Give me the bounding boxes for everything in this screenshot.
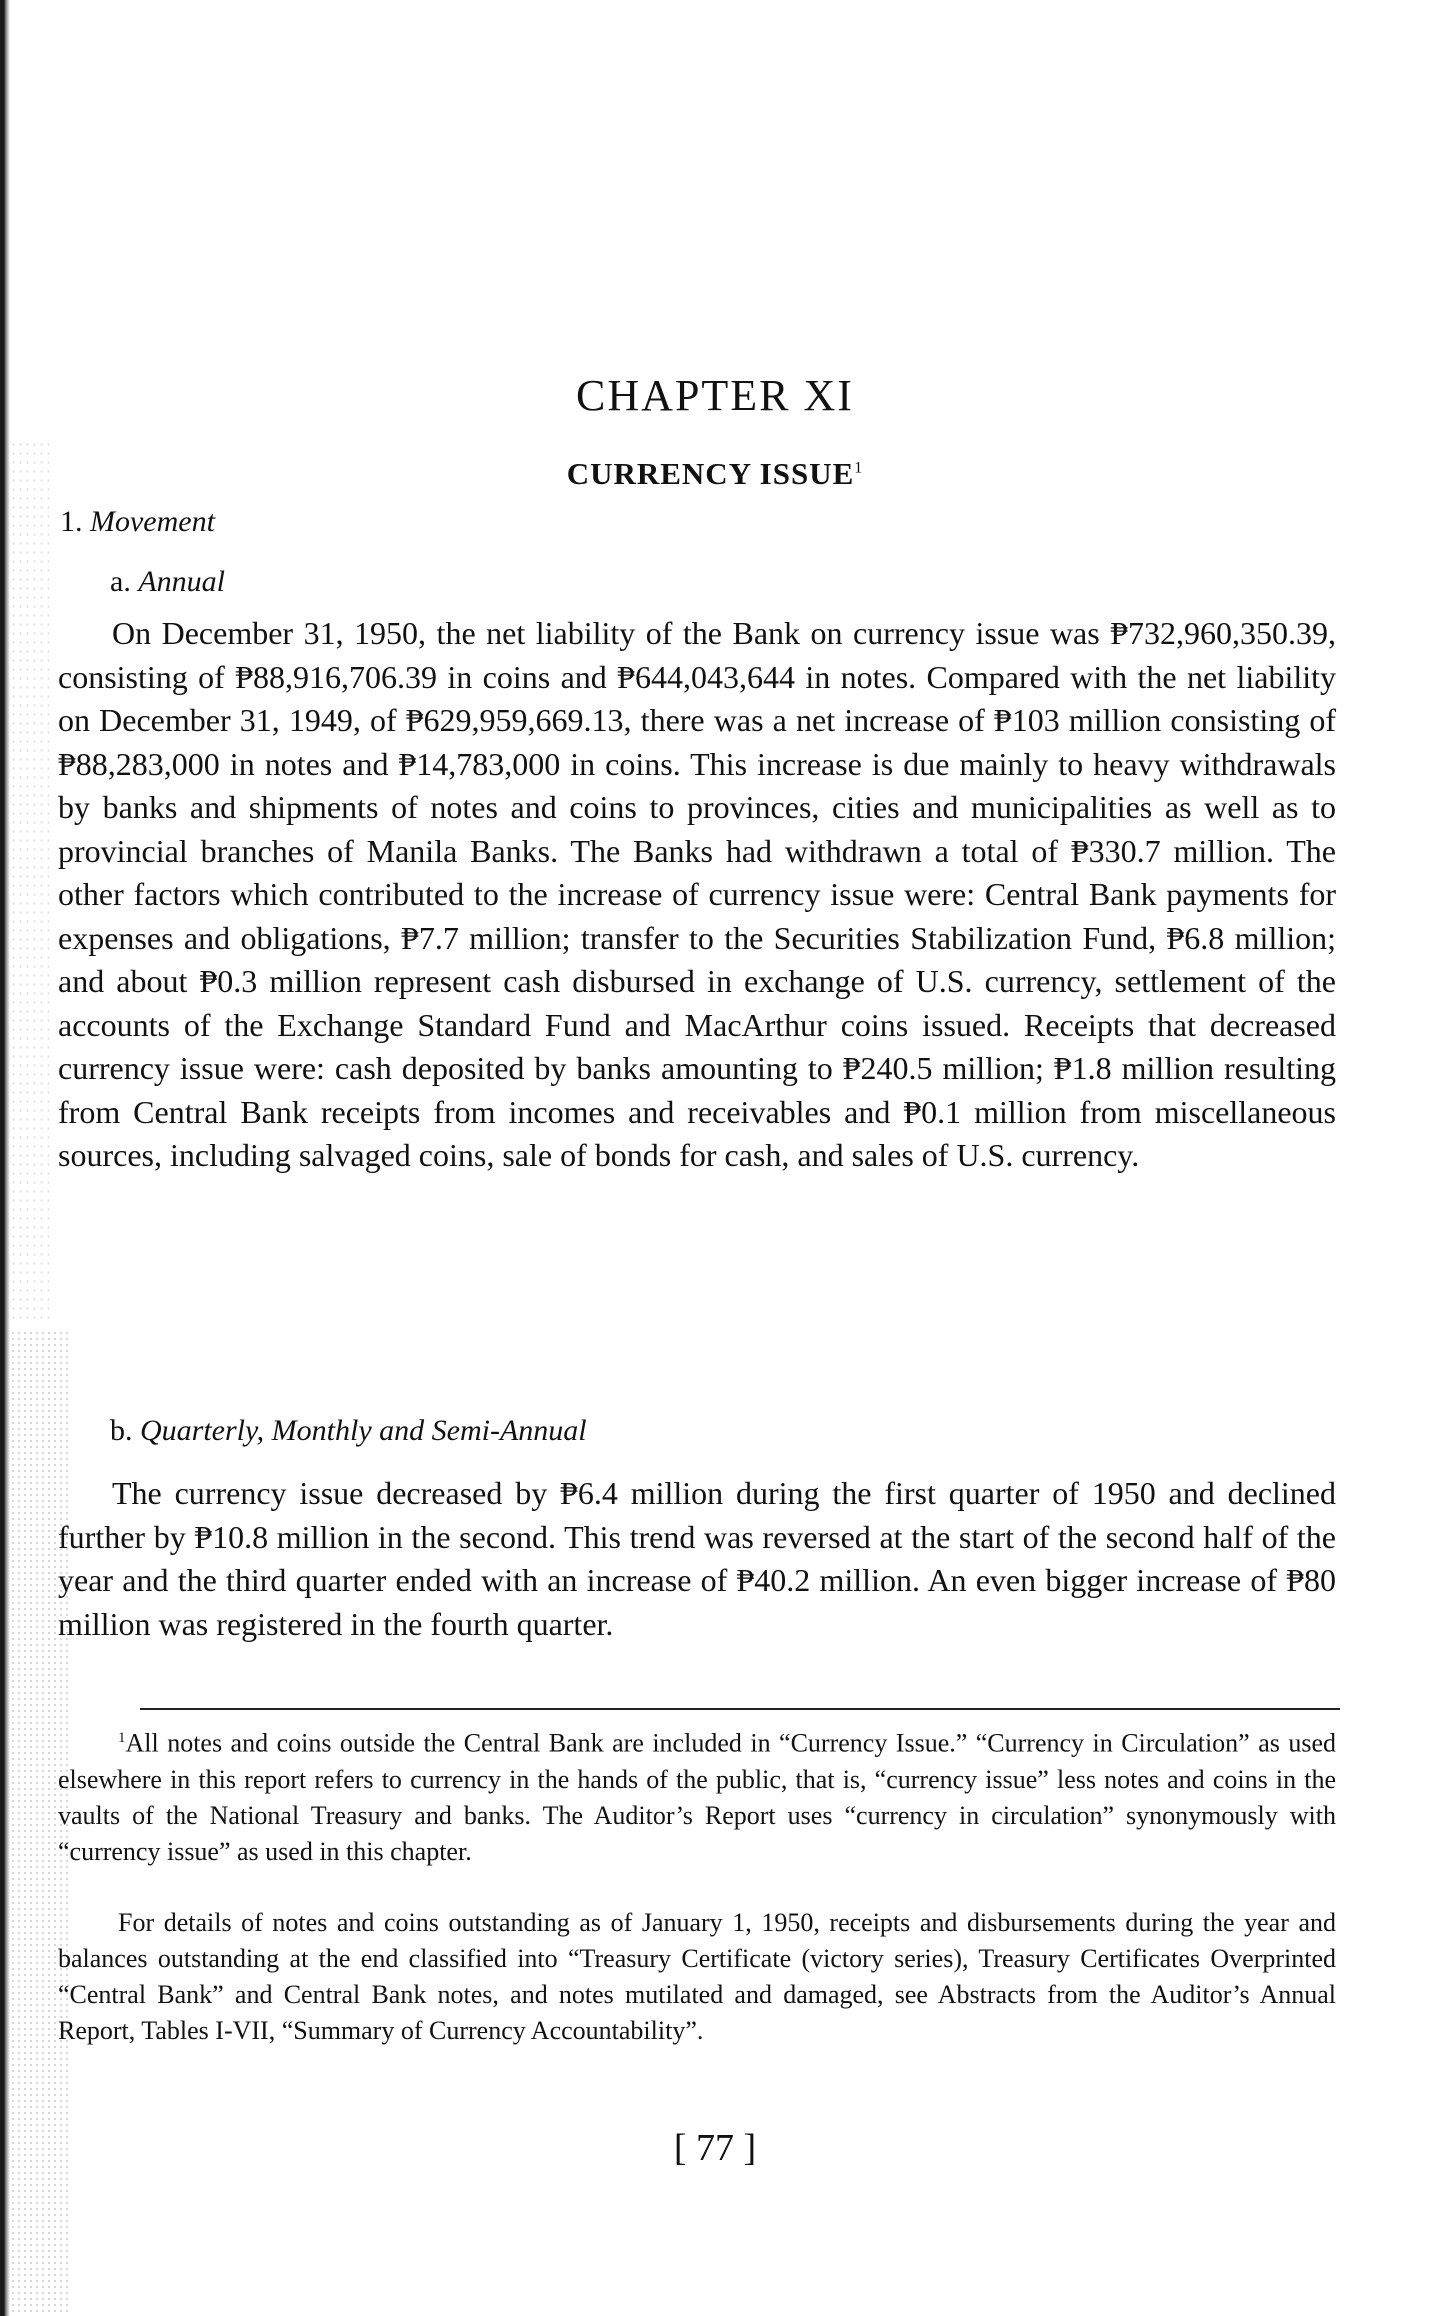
footnote-divider — [140, 1708, 1340, 1710]
section-title-text: CURRENCY ISSUE — [566, 456, 855, 491]
heading-movement — [60, 505, 215, 539]
chapter-title: CHAPTER XI — [576, 371, 854, 420]
section-title — [0, 456, 1430, 492]
paragraph-quarterly: The currency issue decreased by ₱6.4 million during the first quarter of 1950 and declined further by ₱10.8 million in the second. This trend was reversed at the start of the second half of the year and the third quarter ended with an increase of ₱40.2 million. An even bigger increase of ₱80 million was registered in the fourth quarter. — [58, 1475, 1336, 1642]
paragraph-annual: On December 31, 1950, the net liability of the Bank on currency issue was ₱732,960,350.39, consisting of ₱88,916,706.39 in coins and ₱644,043,644 in notes. Compared with the net liability on December 31, 1949, of ₱629,959,669.13, there was a net increase of ₱103 million consisting of ₱88,283,000 in notes and ₱14,783,000 in coins. This increase is due mainly to heavy withdrawals by banks and shipments of notes and coins to provinces, cities and municipalities as well as to provincial branches of Manila Banks. The Banks had withdrawn a total of ₱330.7 million. The other factors which contributed to the increase of currency issue were: Central Bank payments for expenses and obligations, ₱7.7 million; transfer to the Securities Stabilization Fund, ₱6.8 million; and about ₱0.3 million represent cash disbursed in exchange of U.S. currency, settlement of the accounts of the Exchange Standard Fund and MacArthur coins issued. Receipts that decreased currency issue were: cash deposited by banks amounting to ₱240.5 million; ₱1.8 million resulting from Central Bank receipts from incomes and receivables and ₱0.1 million from miscellaneous sources, including salvaged coins, sale of bonds for cash, and sales of U.S. currency. — [58, 615, 1336, 1173]
heading-quarterly-letter: b. — [110, 1414, 133, 1447]
heading-annual-letter: a. — [110, 565, 131, 598]
footnote-1-text: All notes and coins outside the Central Bank are included in “Currency Issue.” “Currency in Circulation” as used elsewhere in this report refers to currency in the hands of the public, that is, “currency issue” less notes and coins in the vaults of the National Treasury and banks. The Auditor’s Report uses “currency in circulation” synonymously with “currency issue” as used in this chapter. — [58, 1728, 1336, 1866]
heading-annual — [110, 565, 225, 599]
footnote-2: For details of notes and coins outstanding as of January 1, 1950, receipts and disbursements during the year and balances outstanding at the end classified into “Treasury Certificate (victory series), Treasury Certificates Overprinted “Central Bank” and Central Bank notes, and notes mutilated and damaged, see Abstracts from the Auditor’s Annual Report, Tables I-VII, “Summary of Currency Accountability”. — [58, 1908, 1336, 2045]
binding-edge — [0, 0, 10, 2316]
heading-movement-text: Movement — [90, 505, 215, 538]
heading-annual-text: Annual — [138, 565, 225, 598]
footnote-1-marker: 1 — [118, 1730, 126, 1746]
section-footnote-marker: 1 — [854, 459, 864, 477]
heading-quarterly — [110, 1414, 587, 1448]
heading-movement-number: 1. — [60, 505, 83, 538]
scan-speckle-upper — [10, 440, 50, 1320]
heading-quarterly-text: Quarterly, Monthly and Semi-Annual — [140, 1414, 587, 1447]
page-number: [ 77 ] — [673, 2127, 757, 2169]
footnote-1 — [58, 1720, 1336, 1870]
